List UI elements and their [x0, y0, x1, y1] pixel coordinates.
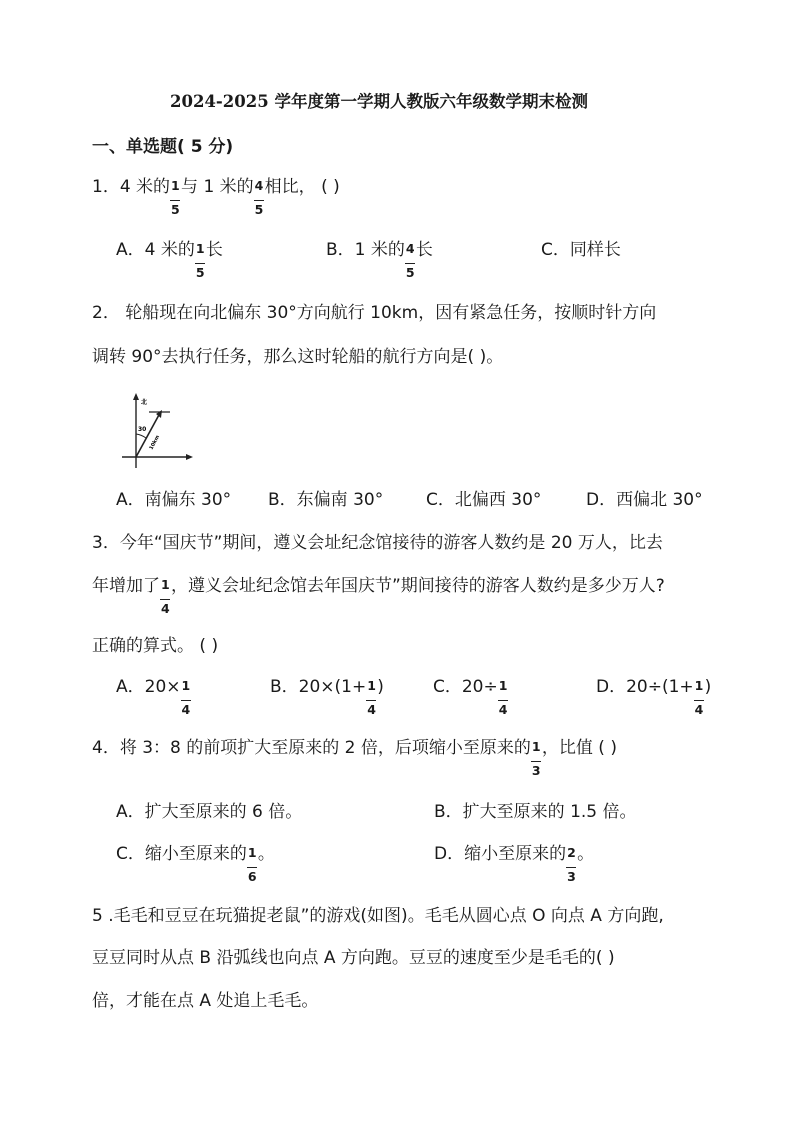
fraction: $\frac{1}{4}$ — [161, 577, 170, 616]
heading-arrow-icon — [156, 410, 162, 418]
question-3-line-2: 年增加了 $\frac{1}{4}$ ，遵义会址纪念馆去年国庆节”期间接待的游客人数约是多少万人? — [92, 576, 665, 616]
question-1-option-a[interactable]: A．4 米的 $\frac{1}{5}$ 长 — [116, 240, 223, 280]
fraction: $\frac{1}{4}$ — [498, 678, 508, 717]
question-2-option-c[interactable]: C．北偏西 30° — [426, 490, 542, 510]
fraction: $\frac{1}{4}$ — [181, 678, 191, 717]
question-4-option-b[interactable]: B．扩大至原来的 1.5 倍。 — [434, 802, 637, 822]
fraction: $\frac{1}{5}$ — [171, 178, 180, 217]
page-title: 2024-2025 学年度第一学期人教版六年级数学期末检测 — [170, 92, 588, 111]
figure-north-label: 北 — [141, 399, 148, 406]
figure-angle-label: 30 — [138, 426, 147, 433]
question-3-option-d[interactable]: D．20÷(1+ $\frac{1}{4}$ ) — [596, 677, 712, 717]
question-1-option-b[interactable]: B．1 米的 $\frac{4}{5}$ 长 — [326, 240, 433, 280]
question-3-option-c[interactable]: C．20÷ $\frac{1}{4}$ — [433, 677, 508, 717]
question-2-option-a[interactable]: A．南偏东 30° — [116, 490, 232, 510]
fraction: $\frac{1}{4}$ — [694, 678, 704, 717]
east-arrow-icon — [186, 454, 193, 460]
question-2-option-d[interactable]: D．西偏北 30° — [586, 490, 703, 510]
question-5-line-1: 5 .毛毛和豆豆在玩猫捉老鼠”的游戏(如图)。毛毛从圆心点 O 向点 A 方向跑, — [92, 906, 664, 926]
question-4-stem: 4．将 3：8 的前项扩大至原来的 2 倍，后项缩小至原来的 $\frac{1}{3}$ ，比值 ( ) — [92, 738, 617, 778]
question-4-option-d[interactable]: D．缩小至原来的 $\frac{2}{3}$ 。 — [434, 844, 595, 884]
question-5-line-2: 豆豆同时从点 B 沿弧线也向点 A 方向跑。豆豆的速度至少是毛毛的( ) — [92, 948, 615, 968]
compass-figure — [118, 390, 198, 470]
question-4-option-a[interactable]: A．扩大至原来的 6 倍。 — [116, 802, 303, 822]
question-4-option-c[interactable]: C．缩小至原来的 $\frac{1}{6}$ 。 — [116, 844, 275, 884]
question-2-line-1: 2． 轮船现在向北偏东 30°方向航行 10km，因有紧急任务，按顺时针方向 — [92, 303, 657, 323]
figure-distance-label: 10km — [148, 434, 162, 451]
fraction: $\frac{4}{5}$ — [254, 178, 264, 217]
fraction: $\frac{4}{5}$ — [405, 241, 415, 280]
section-heading: 一、单选题( 5 分) — [92, 137, 234, 157]
question-3-option-a[interactable]: A．20× $\frac{1}{4}$ — [116, 677, 191, 717]
question-3-option-b[interactable]: B．20×(1+ $\frac{1}{4}$ ) — [270, 677, 384, 717]
question-2-line-2: 调转 90°去执行任务，那么这时轮船的航行方向是( )。 — [92, 347, 504, 367]
north-arrow-icon — [133, 393, 139, 400]
question-2-option-b[interactable]: B．东偏南 30° — [268, 490, 384, 510]
fraction: $\frac{1}{3}$ — [531, 739, 541, 778]
fraction: $\frac{2}{3}$ — [567, 845, 576, 884]
question-3-line-3: 正确的算式。 ( ) — [92, 636, 219, 656]
question-1-option-c[interactable]: C．同样长 — [541, 240, 621, 260]
fraction: $\frac{1}{5}$ — [195, 241, 205, 280]
question-5-line-3: 倍，才能在点 A 处追上毛毛。 — [92, 991, 319, 1011]
fraction: $\frac{1}{4}$ — [367, 678, 376, 717]
question-1-stem: 1．4 米的 $\frac{1}{5}$ 与 1 米的 $\frac{4}{5}$ 相比， ( ) — [92, 177, 340, 217]
fraction: $\frac{1}{6}$ — [247, 845, 257, 884]
question-3-line-1: 3．今年“国庆节”期间，遵义会址纪念馆接待的游客人数约是 20 万人，比去 — [92, 533, 663, 553]
